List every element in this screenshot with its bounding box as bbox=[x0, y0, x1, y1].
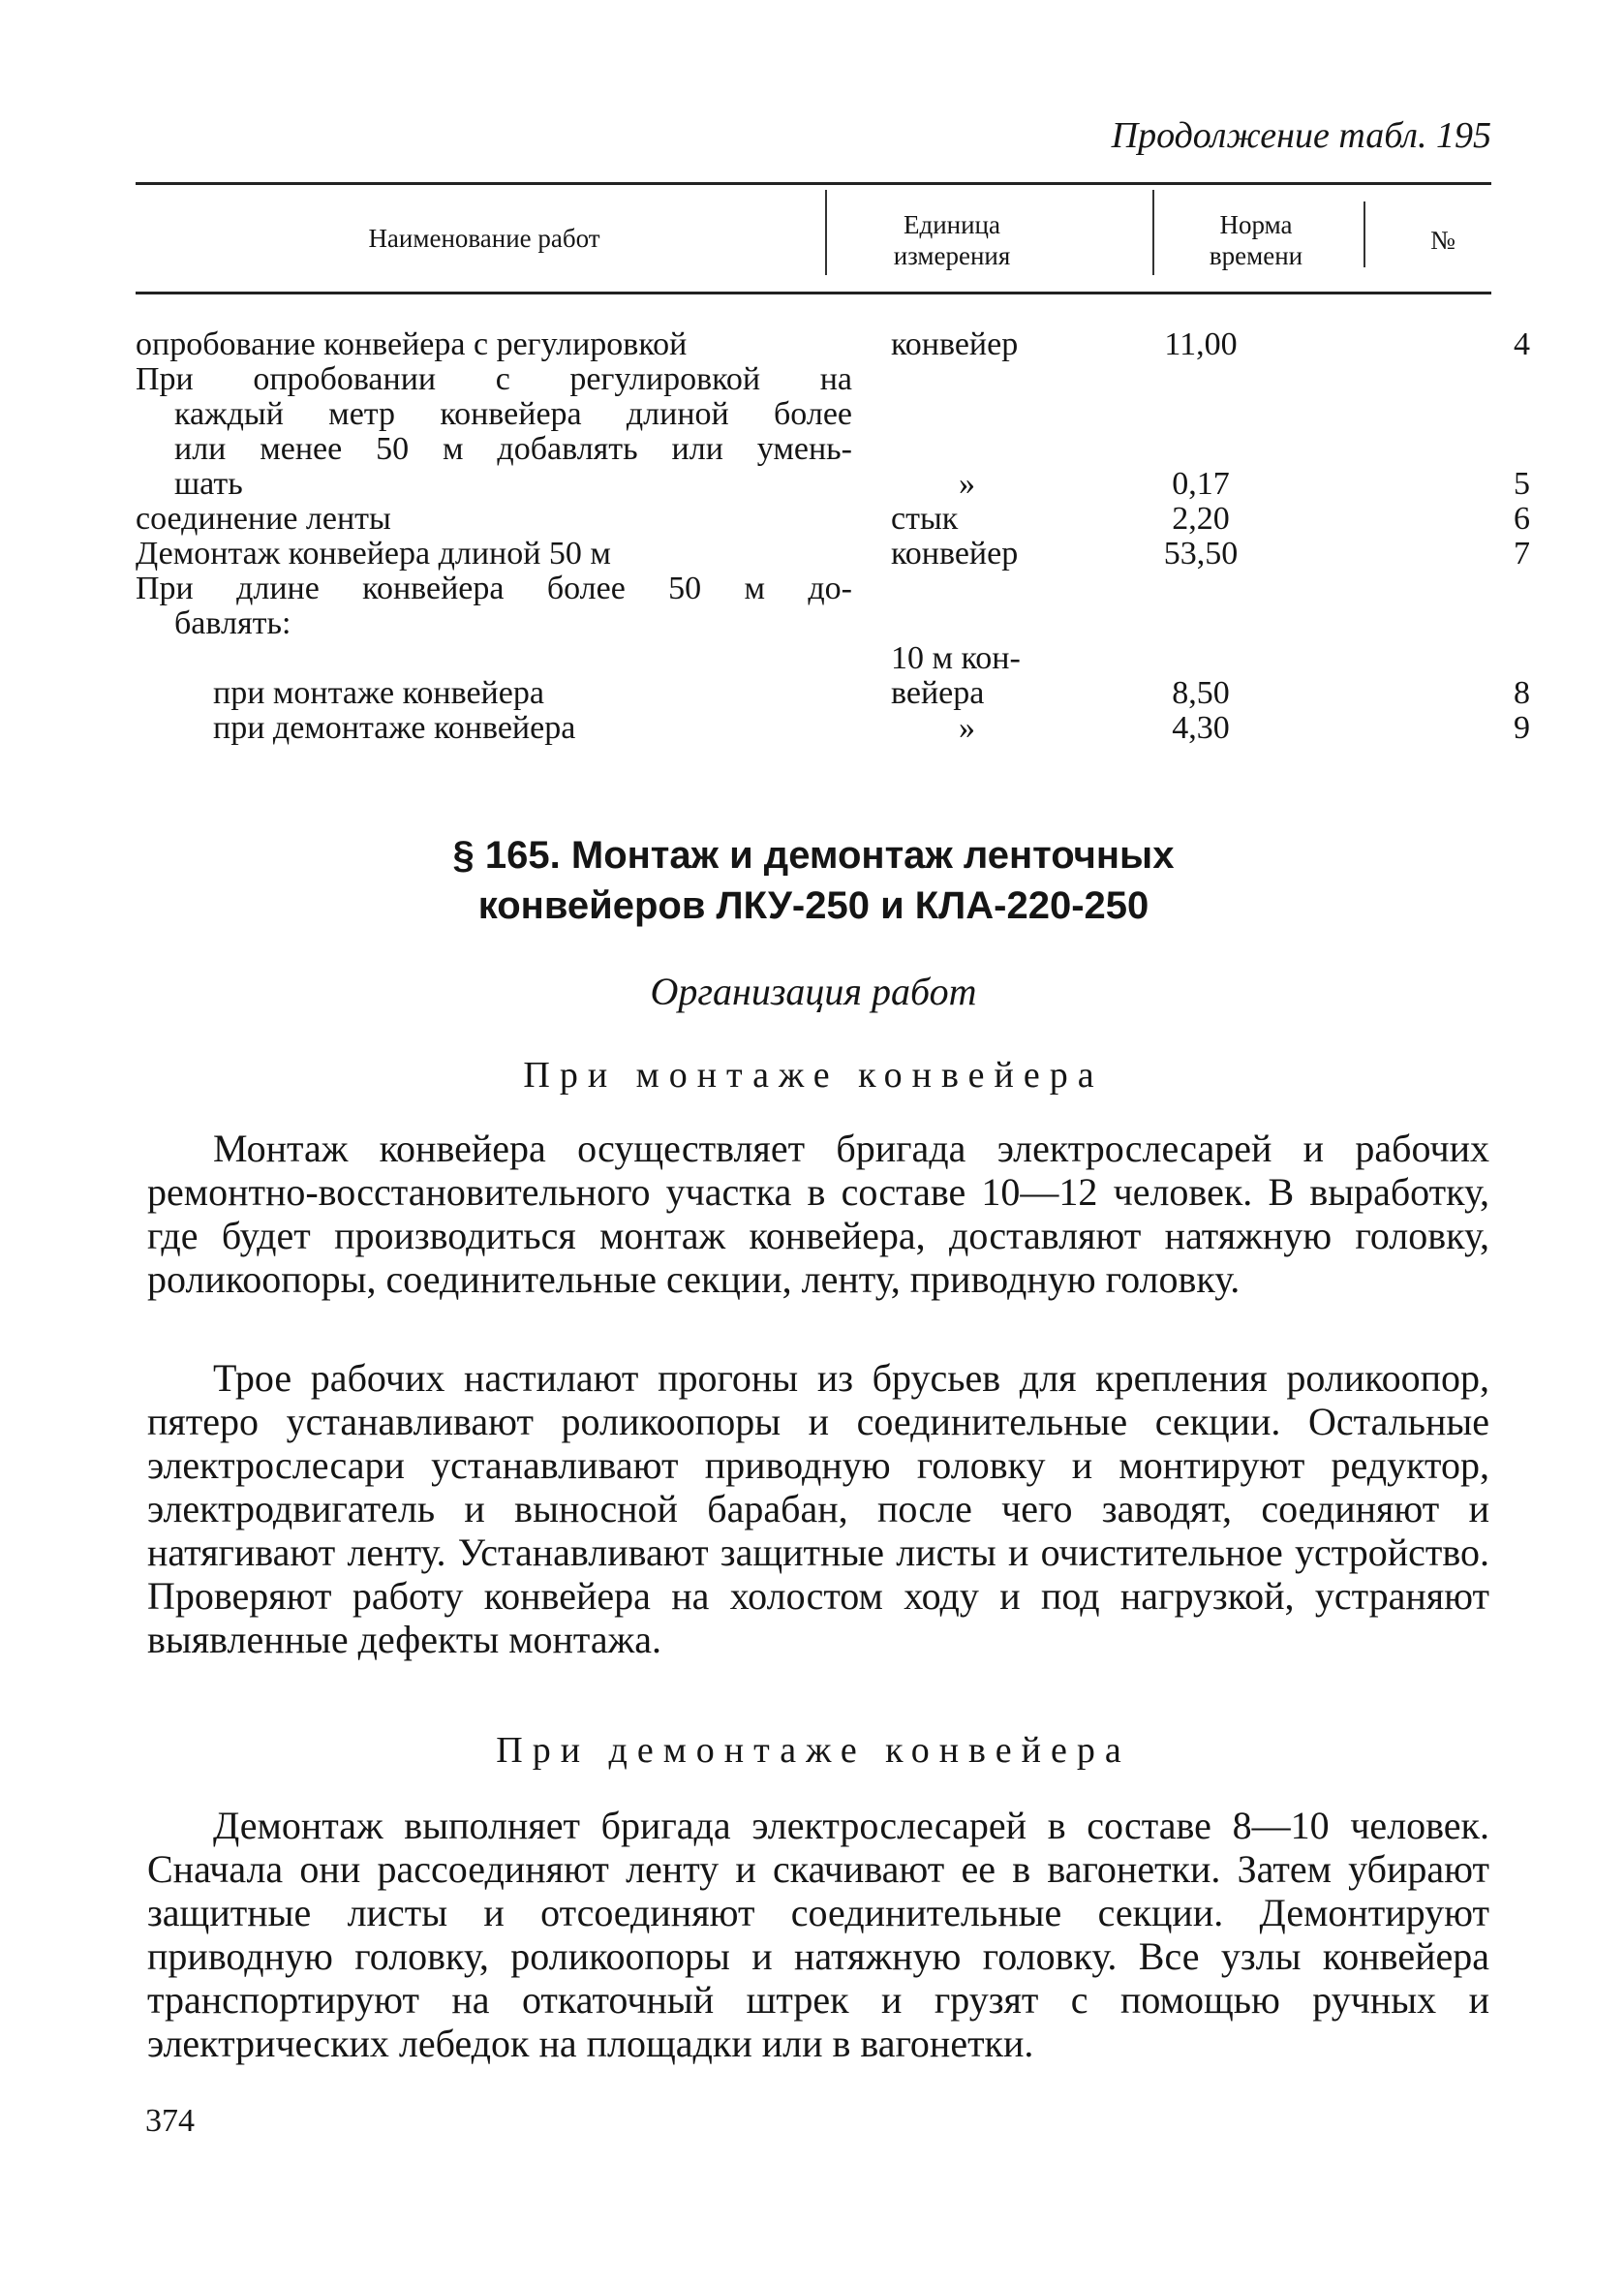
table-header-rule bbox=[136, 292, 1491, 294]
table-top-rule bbox=[136, 182, 1491, 185]
header-number: № bbox=[1430, 226, 1455, 255]
cell-norm: 0,17 bbox=[1172, 466, 1230, 502]
cell-number: 6 bbox=[1514, 501, 1530, 537]
cell-name bbox=[136, 502, 852, 537]
table-row bbox=[136, 572, 1491, 641]
cell-unit-line: 10 м кон- bbox=[891, 640, 1021, 676]
table-row bbox=[136, 361, 1530, 502]
header-unit bbox=[829, 209, 1075, 271]
cell-unit-line: стык bbox=[891, 501, 959, 537]
table-body bbox=[136, 326, 1530, 746]
cell-name-line: При длине конвейера более 50 м до- bbox=[136, 571, 852, 606]
table-row bbox=[136, 326, 1530, 362]
header-norm-line1: Норма bbox=[1219, 210, 1293, 239]
cell-unit bbox=[852, 641, 1085, 711]
cell-unit bbox=[852, 502, 1085, 537]
header-divider bbox=[1364, 201, 1365, 267]
section-title-line1: § 165. Монтаж и демонтаж ленточных bbox=[452, 834, 1175, 877]
header-divider bbox=[825, 190, 827, 275]
cell-number: 4 bbox=[1514, 326, 1530, 362]
table-row bbox=[136, 710, 1530, 746]
cell-unit-line: » bbox=[959, 466, 975, 502]
cell-unit bbox=[852, 711, 1085, 746]
cell-name bbox=[136, 537, 852, 572]
cell-number: 9 bbox=[1514, 710, 1530, 746]
cell-unit-line: вейера bbox=[891, 675, 985, 711]
header-name: Наименование работ bbox=[368, 224, 600, 253]
paragraph-dismount: Демонтаж выполняет бригада электрослесарей в составе 8—10 человек. Сначала они рассоединяют ленту и скачивают ее в вагонетки. Затем убирают защитные листы и отсоединяют соединительные секции. Демонтируют приводную головку, роликоопоры и натяжную головку. Все узлы конвейера транспортируют на откаточный штрек и грузят с помощью ручных и электрических лебедок на площадки или в вагонетки. bbox=[147, 1804, 1489, 2065]
heading-dismount: При демонтаже конвейера bbox=[496, 1730, 1131, 1771]
table-row bbox=[136, 501, 1530, 537]
cell-name-line: бавлять: bbox=[174, 605, 291, 641]
cell-name-line: шать bbox=[174, 466, 243, 502]
section-title-line2: конвейеров ЛКУ-250 и КЛА-220-250 bbox=[477, 884, 1149, 927]
section-title bbox=[136, 830, 1491, 931]
header-norm-line2: времени bbox=[1209, 241, 1303, 270]
cell-name-line: соединение ленты bbox=[136, 501, 391, 537]
cell-name-line: при демонтаже конвейера bbox=[213, 710, 576, 746]
cell-name-line: Демонтаж конвейера длиной 50 м bbox=[136, 536, 611, 572]
cell-unit-line: конвейер bbox=[891, 326, 1019, 362]
page-number: 374 bbox=[145, 2103, 195, 2139]
cell-norm: 2,20 bbox=[1172, 501, 1230, 537]
cell-number: 8 bbox=[1514, 675, 1530, 711]
header-unit-line2: измерения bbox=[893, 241, 1011, 270]
cell-name bbox=[136, 572, 852, 641]
cell-norm: 53,50 bbox=[1163, 536, 1239, 572]
cell-number: 7 bbox=[1514, 536, 1530, 572]
cell-name-line: при монтаже конвейера bbox=[213, 675, 544, 711]
paragraph-mount-2: Трое рабочих настилают прогоны из брусьев для крепления роликоопор, пятеро устанавливают роликоопоры и соединительные секции. Остальные электрослесари устанавливают приводную головку и монтируют редуктор, электродвигатель и выносной барабан, после чего заводят, соединяют и натягивают ленту. Устанавливают защитные листы и очистительное устройство. Проверяют работу конвейера на холостом ходу и под нагрузкой, устраняют выявленные дефекты монтажа. bbox=[147, 1356, 1489, 1661]
cell-unit-line: конвейер bbox=[891, 536, 1019, 572]
table-row bbox=[136, 536, 1530, 572]
header-unit-line1: Единица bbox=[903, 210, 1000, 239]
table-row bbox=[136, 640, 1530, 711]
cell-name-line: опробование конвейера с регулировкой bbox=[136, 326, 688, 362]
cell-name-line: каждый метр конвейера длиной более bbox=[174, 396, 852, 432]
cell-unit bbox=[852, 467, 1085, 502]
cell-unit-line: » bbox=[959, 710, 975, 746]
cell-norm: 8,50 bbox=[1172, 675, 1230, 711]
cell-name-line: При опробовании с регулировкой на bbox=[136, 361, 852, 397]
section-subtitle: Организация работ bbox=[650, 970, 977, 1013]
cell-name bbox=[136, 676, 852, 711]
cell-norm: 4,30 bbox=[1172, 710, 1230, 746]
cell-name bbox=[136, 362, 852, 502]
heading-mount: При монтаже конвейера bbox=[523, 1055, 1104, 1096]
cell-norm: 11,00 bbox=[1164, 326, 1238, 362]
cell-name bbox=[136, 327, 852, 362]
cell-name-line: или менее 50 м добавлять или умень- bbox=[174, 431, 852, 467]
cell-name bbox=[136, 711, 852, 746]
cell-unit bbox=[852, 537, 1085, 572]
table-continuation-label: Продолжение табл. 195 bbox=[1111, 115, 1491, 156]
cell-number: 5 bbox=[1514, 466, 1530, 502]
cell-unit bbox=[852, 327, 1085, 362]
paragraph-mount-1: Монтаж конвейера осуществляет бригада электрослесарей и рабочих ремонтно-восстановительного участка в составе 10—12 человек. В выработку, где будет производиться монтаж конвейера, доставляют натяжную головку, роликоопоры, соединительные секции, ленту, приводную головку. bbox=[147, 1127, 1489, 1301]
header-norm bbox=[1154, 209, 1358, 271]
